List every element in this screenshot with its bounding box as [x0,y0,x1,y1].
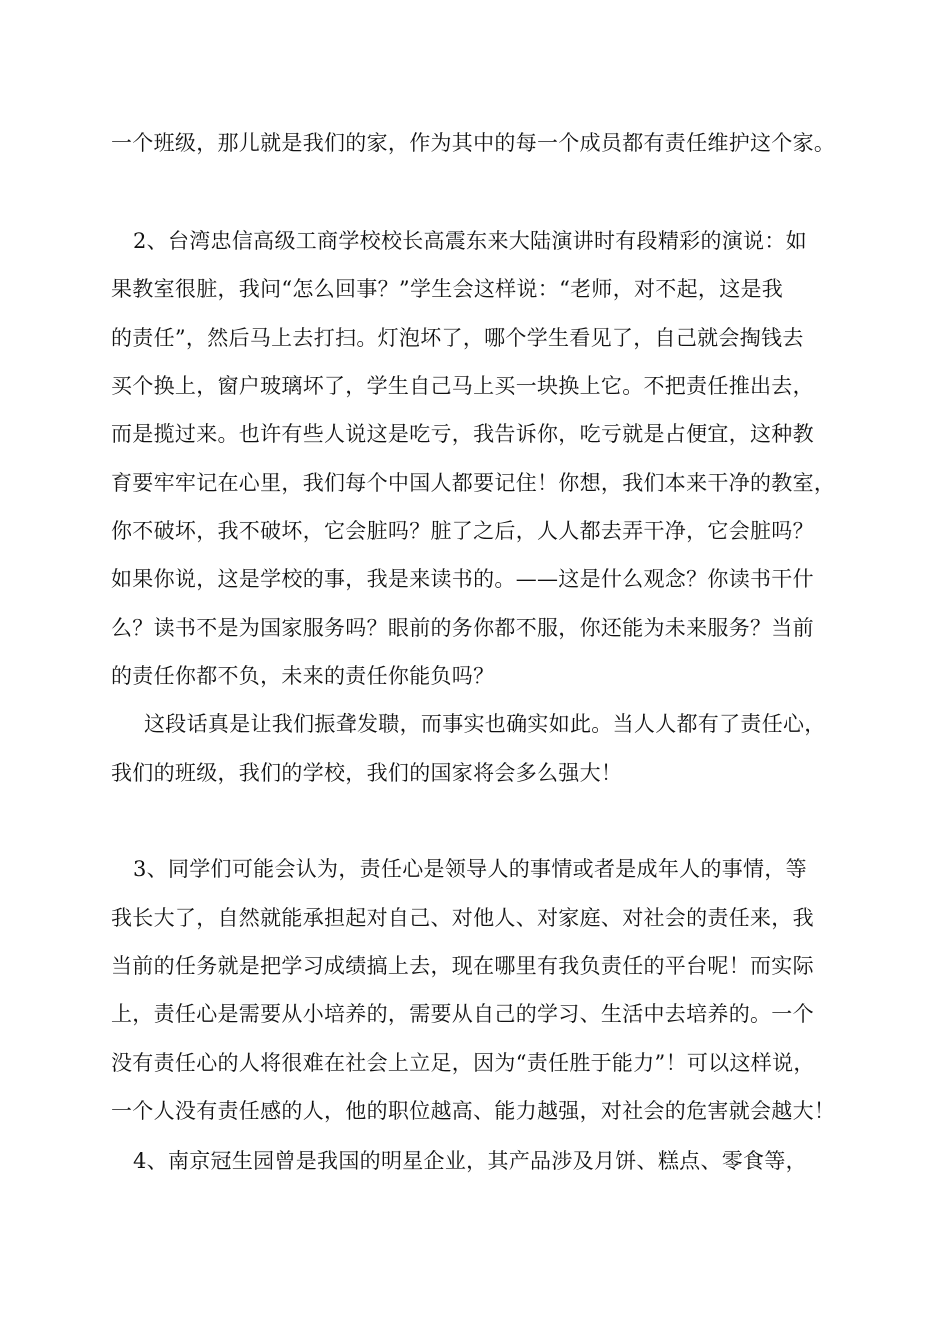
text-line: 没有责任心的人将很难在社会上立足，因为“责任胜于能力”！可以这样说， [111,1051,815,1075]
text-line: 一个人没有责任感的人，他的职位越高、能力越强，对社会的危害就会越大！ [111,1099,836,1123]
text-line: 么？读书不是为国家服务吗？眼前的务你都不服，你还能为未来服务？当前 [111,616,814,640]
text-line: 3、同学们可能会认为，责任心是领导人的事情或者是成年人的事情，等 [133,857,807,881]
text-line: 4、南京冠生园曾是我国的明星企业，其产品涉及月饼、糕点、零食等， [133,1149,807,1173]
text-line: 果教室很脏，我问“怎么回事？”学生会这样说：“老师，对不起，这是我 [111,277,784,301]
text-line: 我们的班级，我们的学校，我们的国家将会多么强大！ [111,761,623,785]
text-line: 买个换上，窗户玻璃坏了，学生自己马上买一块换上它。不把责任推出去， [111,374,814,398]
text-line: 的责任你都不负，未来的责任你能负吗？ [111,664,495,688]
text-line: 而是揽过来。也许有些人说这是吃亏，我告诉你，吃亏就是占便宜，这种教 [111,422,814,446]
text-line: 2、台湾忠信高级工商学校校长高震东来大陆演讲时有段精彩的演说：如 [133,229,807,253]
text-line: 如果你说，这是学校的事，我是来读书的。——这是什么观念？你读书干什 [111,567,814,591]
text-line: 我长大了，自然就能承担起对自己、对他人、对家庭、对社会的责任来，我 [111,906,814,930]
text-line: 的责任”，然后马上去打扫。灯泡坏了，哪个学生看见了，自己就会掏钱去 [111,326,804,350]
text-line: 一个班级，那儿就是我们的家，作为其中的每一个成员都有责任维护这个家。 [111,131,836,155]
text-line: 当前的任务就是把学习成绩搞上去，现在哪里有我负责任的平台呢！而实际 [111,954,814,978]
text-line: 你不破坏，我不破坏，它会脏吗？脏了之后，人人都去弄干净，它会脏吗？ [111,519,814,543]
text-line: 这段话真是让我们振聋发聩，而事实也确实如此。当人人都有了责任心， [144,712,826,736]
text-line: 育要牢牢记在心里，我们每个中国人都要记住！你想，我们本来干净的教室， [111,471,836,495]
text-line: 上，责任心是需要从小培养的，需要从自己的学习、生活中去培养的。一个 [111,1002,814,1026]
